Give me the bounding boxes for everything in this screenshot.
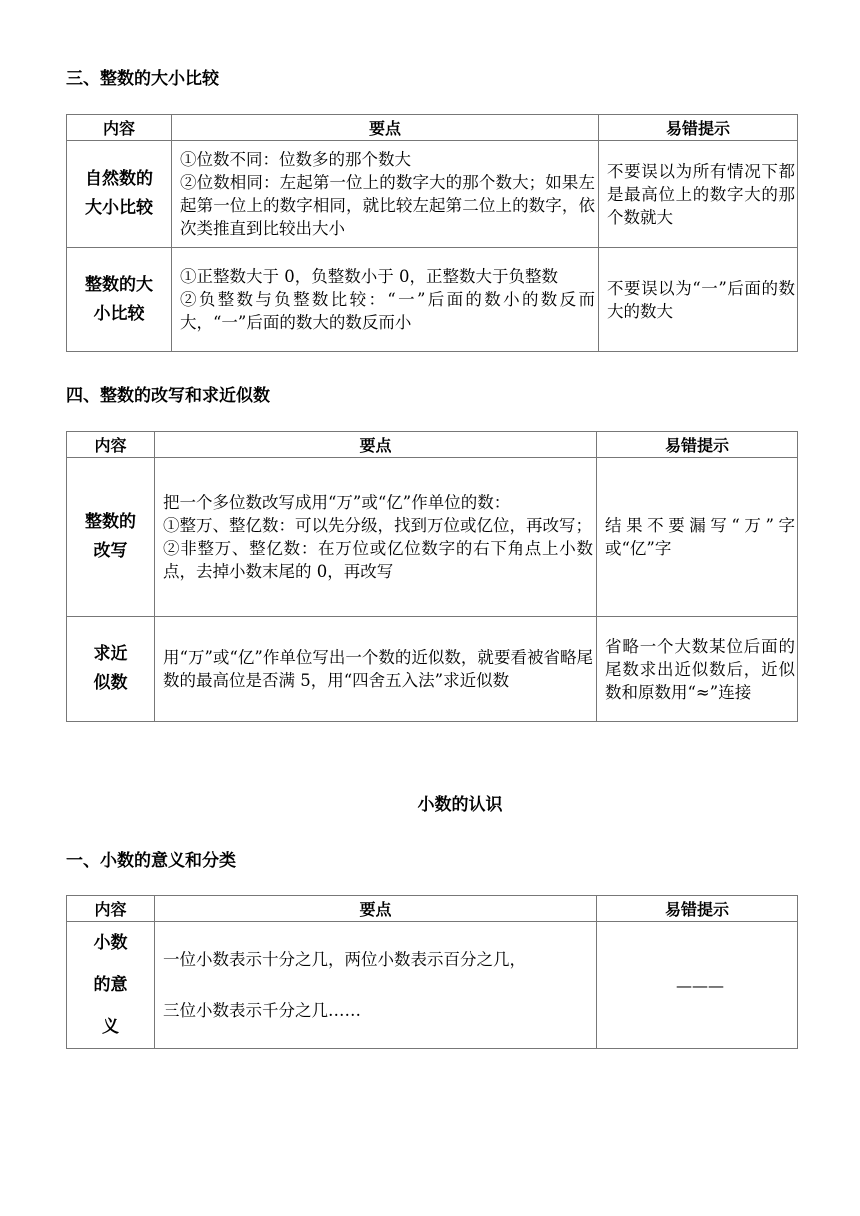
table-row <box>67 248 798 352</box>
row-points <box>155 617 597 722</box>
table-integer-rewrite <box>66 431 798 722</box>
point-item: 一位小数表示十分之几，两位小数表示百分之几， <box>163 950 526 969</box>
row-label: 自然数的大小比较 <box>67 141 172 248</box>
section-heading-decimal-1: 一、小数的意义和分类 <box>66 851 236 871</box>
table-header-row <box>67 115 798 141</box>
row-points <box>172 141 599 248</box>
point-item: 用“万”或“亿”作单位写出一个数的近似数，就要看被省略尾数的最高位是否满 5，用“四舍五入法”求近似数 <box>163 648 593 690</box>
row-label: 小数的意义 <box>67 922 155 1049</box>
table-row <box>67 141 798 248</box>
point-item: ②非整万、整亿数：在万位或亿位数字的右下角点上小数点，去掉小数末尾的 0，再改写 <box>163 539 593 581</box>
decimal-chapter-title: 小数的认识 <box>417 795 503 815</box>
row-points <box>155 458 597 617</box>
table-header-row <box>67 432 798 458</box>
header-content: 内容 <box>67 432 155 458</box>
row-label: 求近似数 <box>67 617 155 722</box>
header-tips: 易错提示 <box>597 432 798 458</box>
header-points: 要点 <box>155 896 597 922</box>
row-points <box>155 922 597 1049</box>
header-tips: 易错提示 <box>597 896 798 922</box>
point-item: ①整万、整亿数：可以先分级，找到万位或亿位，再改写； <box>163 516 592 535</box>
header-tips: 易错提示 <box>599 115 798 141</box>
row-label: 整数的大小比较 <box>67 248 172 352</box>
section-heading-3: 三、整数的大小比较 <box>66 69 219 89</box>
row-tip: 不要误以为“一”后面的数大的数大 <box>599 248 798 352</box>
point-item: 把一个多位数改写成用“万”或“亿”作单位的数： <box>163 493 511 512</box>
point-item: ①正整数大于 0，负整数小于 0，正整数大于负整数 <box>180 267 558 286</box>
header-content: 内容 <box>67 896 155 922</box>
table-row <box>67 458 798 617</box>
header-content: 内容 <box>67 115 172 141</box>
table-integer-comparison <box>66 114 798 352</box>
header-points: 要点 <box>155 432 597 458</box>
table-row <box>67 922 798 1049</box>
row-points <box>172 248 599 352</box>
header-points: 要点 <box>172 115 599 141</box>
point-item: ①位数不同：位数多的那个数大 <box>180 150 411 169</box>
row-tip: 不要误以为所有情况下都是最高位上的数字大的那个数就大 <box>599 141 798 248</box>
row-label: 整数的改写 <box>67 458 155 617</box>
table-row <box>67 617 798 722</box>
row-tip: ——— <box>597 922 798 1049</box>
point-item: 三位小数表示千分之几…… <box>163 1001 361 1020</box>
table-decimal-meaning <box>66 895 798 1049</box>
point-item: ②位数相同：左起第一位上的数字大的那个数大；如果左起第一位上的数字相同，就比较左起第二位上的数字，依次类推直到比较出大小 <box>180 173 595 238</box>
row-tip: 省略一个大数某位后面的尾数求出近似数后，近似数和原数用“≈”连接 <box>597 617 798 722</box>
section-heading-4: 四、整数的改写和求近似数 <box>66 386 270 406</box>
table-header-row <box>67 896 798 922</box>
row-tip: 结果不要漏写“万”字或“亿”字 <box>597 458 798 617</box>
point-item: ②负整数与负整数比较：“一”后面的数小的数反而大，“一”后面的数大的数反而小 <box>180 290 595 332</box>
